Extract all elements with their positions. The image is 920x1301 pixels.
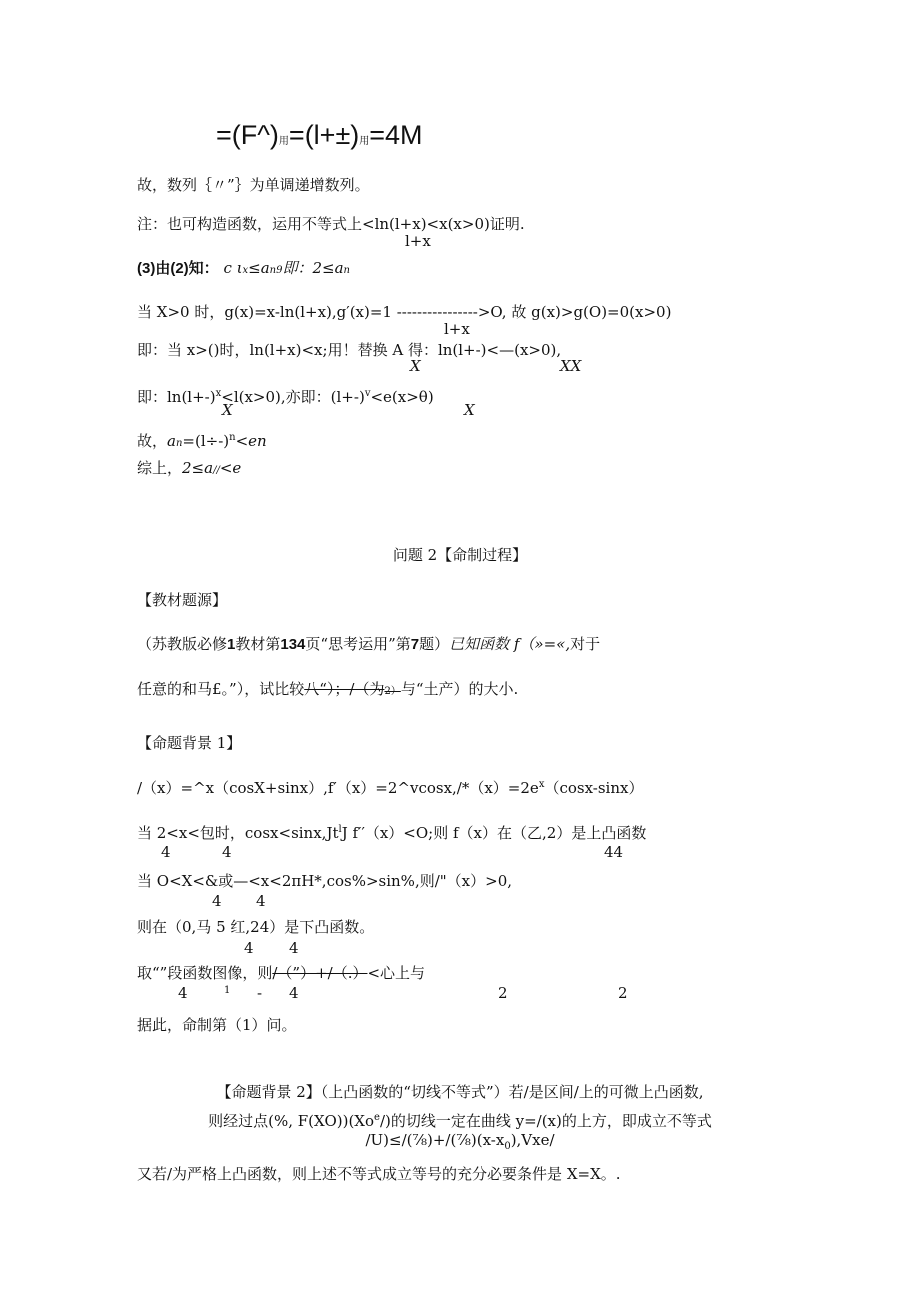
text-line — [137, 964, 425, 982]
text-line: 即：当 x>()时，ln(l+x)<x;用！替换 A 得：ln(l+-)<—(x>0), — [137, 341, 562, 359]
text-sub: 2） — [384, 686, 401, 697]
text-line: 当 X>0 时，g(x)=x-ln(l+x),g′(x)=1 ---------------->O, 故 g(x)>g(O)=0(x>0) — [137, 303, 672, 321]
text-mark: 4 — [289, 939, 299, 957]
text-part: 取“”段函数图像，则 — [137, 964, 273, 982]
text-part: （cosx-sinx） — [544, 779, 644, 797]
text-line — [137, 680, 518, 701]
text-part: <l(x>0),亦即：(l+-) — [221, 388, 365, 406]
text-part: /（x）=^x（cosX+sinx）,f′（x）=2^vcosx,/*（x）=2e — [137, 779, 539, 797]
fraction-denominator: l+x — [444, 320, 470, 338]
text-line: 则在（0,马 5 红,24）是下凸函数。 — [137, 918, 375, 936]
text-mark: 4 — [256, 892, 266, 910]
text-sub: x — [242, 265, 249, 276]
text-line — [137, 821, 646, 842]
text-mark: XX — [560, 357, 582, 375]
text-sup: x — [215, 388, 222, 399]
text-part: 即：2≤a — [282, 259, 344, 277]
section-heading: 问题 2【命制过程】 — [392, 546, 528, 564]
text-sub: // — [213, 465, 220, 476]
text-sub: n9 — [269, 265, 283, 276]
text-sup: v — [364, 388, 371, 399]
text-sub: 0 — [504, 1141, 511, 1152]
text-part: 对于 — [570, 635, 601, 653]
text-part: 即：ln(l+-) — [137, 388, 216, 406]
text-mark: 1 — [224, 985, 231, 996]
text-part: ≤a — [248, 259, 270, 277]
text-mark: X — [222, 401, 233, 419]
text-part: 与“土产）的大小. — [400, 680, 519, 698]
text-part: 当 2<x<包时，cosx<sinx,Jt — [137, 824, 339, 842]
text-mark: 4 — [222, 843, 232, 861]
text-line — [137, 385, 434, 406]
formula-part: =(l+±) — [288, 120, 360, 150]
text-mark: - — [257, 984, 263, 1002]
text-mark: X — [410, 357, 421, 375]
text-part: 134 — [280, 636, 306, 653]
text-mark: X — [464, 401, 475, 419]
text-part: /U)≤/(⅞)+/(⅞)(x-x — [365, 1131, 505, 1149]
formula-part: =(F^) — [216, 120, 279, 150]
text-mark: 4 — [212, 892, 222, 910]
fraction-denominator: l+x — [405, 232, 431, 250]
text-line: 据此，命制第（1）问。 — [137, 1016, 297, 1034]
text-part: 题） — [419, 635, 450, 653]
text-part: 任意的和马£。”），试比较 — [137, 680, 305, 698]
text-part: 综上， — [137, 459, 183, 477]
text-mark: 4 — [289, 984, 299, 1002]
text-line: 当 O<X<&或—<x<2πH*,cos%>sin%,则/"（x）>0, — [137, 872, 513, 890]
text-line — [137, 776, 643, 797]
text-sub: n — [343, 265, 350, 276]
section-heading: 【命题背景 1】 — [137, 734, 242, 752]
text-mark: 4 — [244, 939, 254, 957]
section-heading: 【命题背景 2】（上凸函数的“切线不等式”）若/是区间/上的可微上凸函数, — [216, 1083, 704, 1101]
text-line: 故，数列｛〃”｝为单调递增数列。 — [137, 176, 370, 194]
text-line — [0, 1131, 920, 1156]
text-mark: 4 — [161, 843, 171, 861]
text-part: 页“思考运用”第 — [305, 635, 411, 653]
text-part: <心上与 — [367, 964, 426, 982]
formula-part: =4M — [369, 120, 423, 150]
text-part: 1 — [227, 636, 236, 653]
text-part: 故， — [137, 432, 168, 450]
text-line: 注：也可构造函数，运用不等式上<ln(l+x)<x(x>0)证明. — [137, 215, 525, 233]
text-mark: 2 — [618, 984, 628, 1002]
formula-sub: 用 — [359, 136, 370, 147]
text-part: =(l÷-) — [182, 432, 230, 450]
text-part: 2≤a — [182, 459, 214, 477]
text-line — [137, 635, 600, 654]
text-line — [137, 459, 241, 480]
text-part: a — [167, 432, 176, 450]
text-part: /)的切线一定在曲线 y=/(x)的上方，即成立不等式 — [379, 1112, 712, 1130]
text-part: 7 — [410, 636, 420, 653]
text-sub: n — [175, 438, 183, 449]
text-part: <e — [219, 459, 242, 477]
text-part: /（”）+/（.） — [272, 964, 368, 982]
text-part: 教材第 — [235, 635, 281, 653]
formula-top — [216, 120, 423, 157]
text-part: 则经过点(%, F(XO))(Xo — [208, 1112, 375, 1130]
text-part: ),Vxe/ — [510, 1131, 555, 1149]
text-line: 又若/为严格上凸函数，则上述不等式成立等号的充分必要条件是 X=X。. — [137, 1165, 621, 1183]
text-sup: e — [374, 1112, 380, 1123]
text-part: （苏教版必修 — [137, 635, 228, 653]
text-mark: 44 — [604, 843, 624, 861]
text-line — [0, 1109, 920, 1130]
text-sup: n — [229, 432, 236, 443]
text-line — [137, 259, 350, 280]
text-part: (3)由(2)知： — [137, 260, 219, 277]
text-sup: l — [338, 824, 342, 835]
text-part: 已知函数 f（»=«, — [449, 635, 571, 653]
text-part: <e(x>θ) — [370, 388, 434, 406]
text-mark: 4 — [178, 984, 188, 1002]
text-part: 八“）；/（为 — [304, 680, 385, 698]
text-line — [137, 429, 267, 453]
text-part: c ι — [223, 259, 243, 277]
text-sup: x — [538, 779, 545, 790]
formula-sub: 用 — [278, 136, 289, 147]
text-mark: 2 — [498, 984, 508, 1002]
text-part: J f′′（x）<O;则 f（x）在（乙,2）是上凸函数 — [341, 824, 647, 842]
section-heading: 【教材题源】 — [137, 591, 228, 609]
text-part: <en — [235, 432, 267, 450]
